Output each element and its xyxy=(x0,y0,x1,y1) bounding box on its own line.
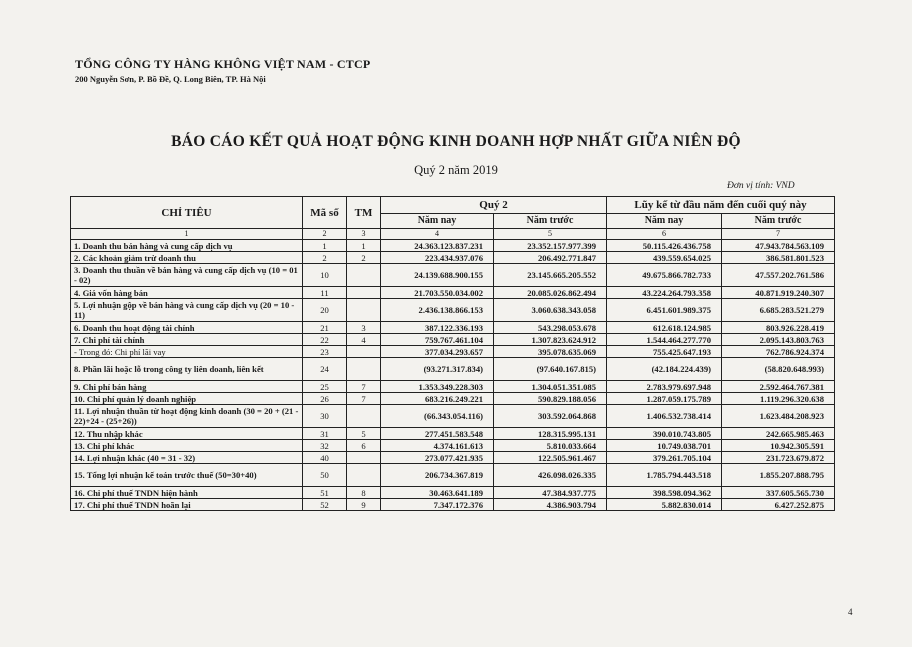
row-note xyxy=(347,346,381,358)
quarter-last-year-value: 4.386.903.794 xyxy=(494,499,607,511)
row-label: 12. Thu nhập khác xyxy=(71,428,303,440)
table-row xyxy=(71,440,835,452)
quarter-this-year-value: 206.734.367.819 xyxy=(381,464,494,487)
ytd-last-year-value: 1.855.207.888.795 xyxy=(722,464,835,487)
ytd-last-year-value: 2.095.143.803.763 xyxy=(722,334,835,346)
row-note: 1 xyxy=(347,240,381,252)
header-quarter-last-year: Năm trước xyxy=(494,214,607,229)
col-number: 2 xyxy=(303,229,347,240)
row-code: 22 xyxy=(303,334,347,346)
income-statement-table xyxy=(70,196,835,511)
header-ytd-this-year: Năm nay xyxy=(607,214,722,229)
row-code: 11 xyxy=(303,287,347,299)
quarter-this-year-value: 759.767.461.104 xyxy=(381,334,494,346)
quarter-last-year-value: 1.307.823.624.912 xyxy=(494,334,607,346)
row-label: 5. Lợi nhuận gộp về bán hàng và cung cấp dịch vụ (20 = 10 - 11) xyxy=(71,299,303,322)
row-note xyxy=(347,264,381,287)
row-code: 50 xyxy=(303,464,347,487)
row-label: 11. Lợi nhuận thuần từ hoạt động kinh doanh (30 = 20 + (21 - 22)+24 - (25+26)) xyxy=(71,405,303,428)
ytd-last-year-value: 1.623.484.208.923 xyxy=(722,405,835,428)
ytd-this-year-value: 1.406.532.738.414 xyxy=(607,405,722,428)
row-note xyxy=(347,287,381,299)
row-code: 10 xyxy=(303,264,347,287)
row-note: 9 xyxy=(347,499,381,511)
table-row xyxy=(71,452,835,464)
quarter-this-year-value: 21.703.550.034.002 xyxy=(381,287,494,299)
row-note: 4 xyxy=(347,334,381,346)
ytd-this-year-value: 6.451.601.989.375 xyxy=(607,299,722,322)
row-label: 2. Các khoản giảm trừ doanh thu xyxy=(71,252,303,264)
row-label: 1. Doanh thu bán hàng và cung cấp dịch vụ xyxy=(71,240,303,252)
table-row xyxy=(71,381,835,393)
table-row xyxy=(71,358,835,381)
ytd-this-year-value: 439.559.654.025 xyxy=(607,252,722,264)
row-label: 10. Chi phí quản lý doanh nghiệp xyxy=(71,393,303,405)
quarter-last-year-value: (97.640.167.815) xyxy=(494,358,607,381)
table-row xyxy=(71,299,835,322)
report-title: BÁO CÁO KẾT QUẢ HOẠT ĐỘNG KINH DOANH HỢP NHẤT GIỮA NIÊN ĐỘ xyxy=(171,133,741,150)
header-code: Mã số xyxy=(303,197,347,229)
row-note: 6 xyxy=(347,440,381,452)
quarter-this-year-value: 24.363.123.837.231 xyxy=(381,240,494,252)
row-note: 7 xyxy=(347,381,381,393)
quarter-last-year-value: 23.145.665.205.552 xyxy=(494,264,607,287)
ytd-last-year-value: 10.942.305.591 xyxy=(722,440,835,452)
row-label: 6. Doanh thu hoạt động tài chính xyxy=(71,322,303,334)
row-code: 52 xyxy=(303,499,347,511)
row-label: 4. Giá vốn hàng bán xyxy=(71,287,303,299)
quarter-last-year-value: 1.304.051.351.085 xyxy=(494,381,607,393)
row-label: 15. Tổng lợi nhuận kế toán trước thuế (50=30+40) xyxy=(71,464,303,487)
row-label: 14. Lợi nhuận khác (40 = 31 - 32) xyxy=(71,452,303,464)
ytd-this-year-value: 1.287.059.175.789 xyxy=(607,393,722,405)
header-note: TM xyxy=(347,197,381,229)
ytd-this-year-value: 1.785.794.443.518 xyxy=(607,464,722,487)
table-row xyxy=(71,393,835,405)
row-code: 31 xyxy=(303,428,347,440)
ytd-last-year-value: 386.581.801.523 xyxy=(722,252,835,264)
row-label: - Trong đó: Chi phí lãi vay xyxy=(71,346,303,358)
row-code: 40 xyxy=(303,452,347,464)
quarter-this-year-value: 24.139.688.900.155 xyxy=(381,264,494,287)
quarter-last-year-value: 122.505.961.467 xyxy=(494,452,607,464)
quarter-last-year-value: 3.060.638.343.058 xyxy=(494,299,607,322)
ytd-this-year-value: 398.598.094.362 xyxy=(607,487,722,499)
table-row xyxy=(71,252,835,264)
table-row xyxy=(71,287,835,299)
ytd-last-year-value: 2.592.464.767.381 xyxy=(722,381,835,393)
row-note: 8 xyxy=(347,487,381,499)
ytd-this-year-value: 2.783.979.697.948 xyxy=(607,381,722,393)
quarter-last-year-value: 128.315.995.131 xyxy=(494,428,607,440)
quarter-last-year-value: 395.078.635.069 xyxy=(494,346,607,358)
row-label: 3. Doanh thu thuần về bán hàng và cung cấp dịch vụ (10 = 01 - 02) xyxy=(71,264,303,287)
ytd-last-year-value: 6.427.252.875 xyxy=(722,499,835,511)
ytd-last-year-value: (58.820.648.993) xyxy=(722,358,835,381)
table-row xyxy=(71,264,835,287)
ytd-last-year-value: 47.943.784.563.109 xyxy=(722,240,835,252)
row-label: 13. Chi phí khác xyxy=(71,440,303,452)
col-number: 7 xyxy=(722,229,835,240)
quarter-this-year-value: 387.122.336.193 xyxy=(381,322,494,334)
ytd-this-year-value: 1.544.464.277.770 xyxy=(607,334,722,346)
ytd-last-year-value: 803.926.228.419 xyxy=(722,322,835,334)
ytd-this-year-value: 10.749.038.701 xyxy=(607,440,722,452)
col-number: 5 xyxy=(494,229,607,240)
quarter-last-year-value: 590.829.188.056 xyxy=(494,393,607,405)
table-row xyxy=(71,346,835,358)
quarter-last-year-value: 47.384.937.775 xyxy=(494,487,607,499)
quarter-this-year-value: 30.463.641.189 xyxy=(381,487,494,499)
quarter-last-year-value: 5.810.033.664 xyxy=(494,440,607,452)
row-code: 24 xyxy=(303,358,347,381)
ytd-last-year-value: 231.723.679.872 xyxy=(722,452,835,464)
row-code: 20 xyxy=(303,299,347,322)
ytd-this-year-value: 612.618.124.985 xyxy=(607,322,722,334)
col-number: 6 xyxy=(607,229,722,240)
row-code: 23 xyxy=(303,346,347,358)
row-code: 26 xyxy=(303,393,347,405)
quarter-this-year-value: 223.434.937.076 xyxy=(381,252,494,264)
quarter-this-year-value: 277.451.583.548 xyxy=(381,428,494,440)
row-note xyxy=(347,358,381,381)
ytd-last-year-value: 762.786.924.374 xyxy=(722,346,835,358)
quarter-this-year-value: (93.271.317.834) xyxy=(381,358,494,381)
table-row xyxy=(71,334,835,346)
quarter-last-year-value: 426.098.026.335 xyxy=(494,464,607,487)
table-row xyxy=(71,322,835,334)
ytd-last-year-value: 40.871.919.240.307 xyxy=(722,287,835,299)
quarter-last-year-value: 303.592.064.868 xyxy=(494,405,607,428)
header-indicator: CHỈ TIÊU xyxy=(71,197,303,229)
quarter-this-year-value: 7.347.172.376 xyxy=(381,499,494,511)
table-row xyxy=(71,499,835,511)
row-note: 5 xyxy=(347,428,381,440)
ytd-last-year-value: 242.665.985.463 xyxy=(722,428,835,440)
col-number: 1 xyxy=(71,229,303,240)
ytd-last-year-value: 1.119.296.320.638 xyxy=(722,393,835,405)
row-label: 8. Phần lãi hoặc lỗ trong công ty liên doanh, liên kết xyxy=(71,358,303,381)
row-code: 2 xyxy=(303,252,347,264)
row-code: 51 xyxy=(303,487,347,499)
quarter-this-year-value: (66.343.054.116) xyxy=(381,405,494,428)
ytd-last-year-value: 337.605.565.730 xyxy=(722,487,835,499)
quarter-last-year-value: 20.085.026.862.494 xyxy=(494,287,607,299)
ytd-this-year-value: 755.425.647.193 xyxy=(607,346,722,358)
ytd-this-year-value: 390.010.743.805 xyxy=(607,428,722,440)
quarter-this-year-value: 273.077.421.935 xyxy=(381,452,494,464)
row-code: 32 xyxy=(303,440,347,452)
header-ytd: Lũy kế từ đầu năm đến cuối quý này xyxy=(607,197,835,214)
ytd-this-year-value: 5.882.830.014 xyxy=(607,499,722,511)
row-label: 9. Chi phí bán hàng xyxy=(71,381,303,393)
quarter-this-year-value: 2.436.138.866.153 xyxy=(381,299,494,322)
row-note: 2 xyxy=(347,252,381,264)
ytd-this-year-value: 43.224.264.793.358 xyxy=(607,287,722,299)
col-number: 3 xyxy=(347,229,381,240)
ytd-this-year-value: 50.115.426.436.758 xyxy=(607,240,722,252)
company-address: 200 Nguyễn Sơn, P. Bồ Đề, Q. Long Biên, TP. Hà Nội xyxy=(75,74,266,84)
ytd-last-year-value: 47.557.202.761.586 xyxy=(722,264,835,287)
row-note: 3 xyxy=(347,322,381,334)
row-note xyxy=(347,299,381,322)
company-name: TỔNG CÔNG TY HÀNG KHÔNG VIỆT NAM - CTCP xyxy=(75,57,371,71)
ytd-this-year-value: 49.675.866.782.733 xyxy=(607,264,722,287)
quarter-last-year-value: 543.298.053.678 xyxy=(494,322,607,334)
col-number: 4 xyxy=(381,229,494,240)
header-quarter: Quý 2 xyxy=(381,197,607,214)
row-label: 16. Chi phí thuế TNDN hiện hành xyxy=(71,487,303,499)
row-label: 7. Chi phí tài chính xyxy=(71,334,303,346)
report-period: Quý 2 năm 2019 xyxy=(414,163,498,177)
row-code: 21 xyxy=(303,322,347,334)
row-note: 7 xyxy=(347,393,381,405)
table-row xyxy=(71,240,835,252)
header-quarter-this-year: Năm nay xyxy=(381,214,494,229)
row-label: 17. Chi phí thuế TNDN hoãn lại xyxy=(71,499,303,511)
currency-unit: Đơn vị tính: VND xyxy=(727,181,795,191)
table-row xyxy=(71,428,835,440)
header-ytd-last-year: Năm trước xyxy=(722,214,835,229)
ytd-last-year-value: 6.685.283.521.279 xyxy=(722,299,835,322)
quarter-last-year-value: 23.352.157.977.399 xyxy=(494,240,607,252)
quarter-this-year-value: 377.034.293.657 xyxy=(381,346,494,358)
quarter-this-year-value: 4.374.161.613 xyxy=(381,440,494,452)
ytd-this-year-value: (42.184.224.439) xyxy=(607,358,722,381)
row-note xyxy=(347,452,381,464)
page-number: 4 xyxy=(848,607,853,617)
ytd-this-year-value: 379.261.705.104 xyxy=(607,452,722,464)
row-code: 1 xyxy=(303,240,347,252)
quarter-this-year-value: 683.216.249.221 xyxy=(381,393,494,405)
table-row xyxy=(71,464,835,487)
row-note xyxy=(347,405,381,428)
quarter-this-year-value: 1.353.349.228.303 xyxy=(381,381,494,393)
row-code: 30 xyxy=(303,405,347,428)
row-code: 25 xyxy=(303,381,347,393)
row-note xyxy=(347,464,381,487)
quarter-last-year-value: 206.492.771.847 xyxy=(494,252,607,264)
table-row xyxy=(71,487,835,499)
table-row xyxy=(71,405,835,428)
